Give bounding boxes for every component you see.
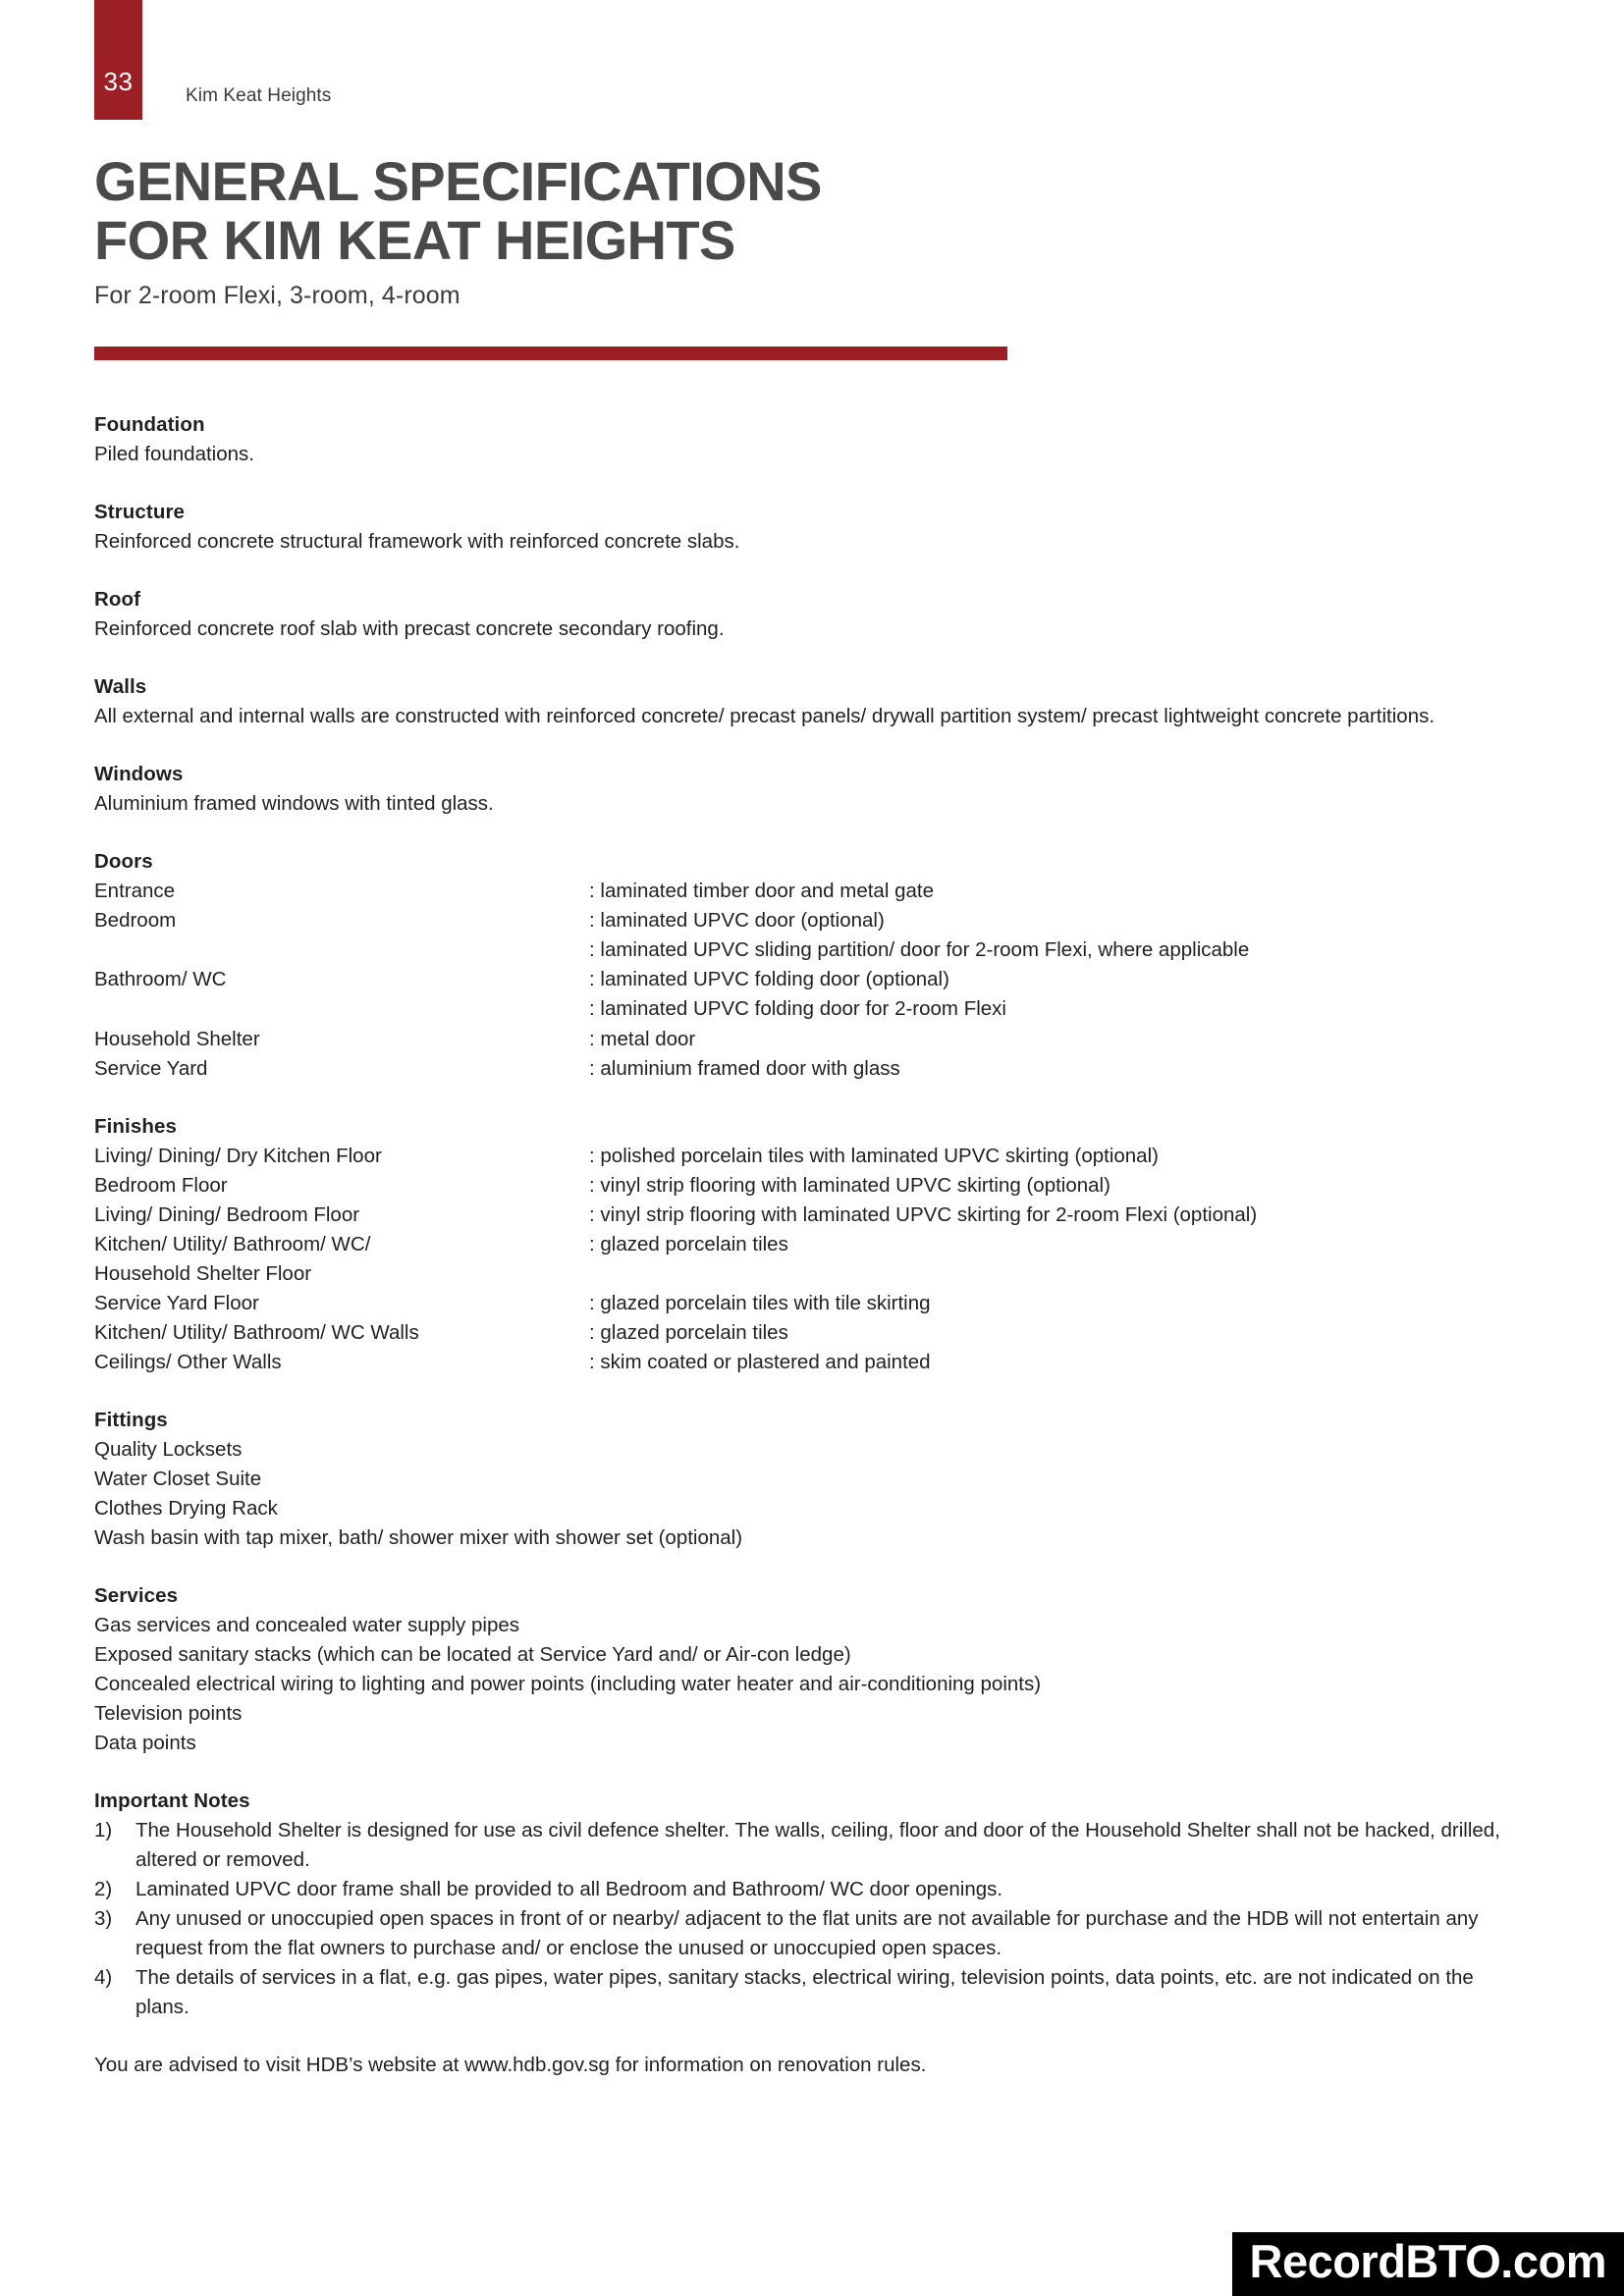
fittings-line-1: Water Closet Suite bbox=[94, 1467, 262, 1490]
accent-divider bbox=[94, 347, 1007, 360]
services-line-2: Concealed electrical wiring to lighting and power points (including water heater and air-conditioning points) bbox=[94, 1673, 1042, 1696]
section-structure bbox=[94, 498, 1528, 557]
title-block bbox=[94, 152, 1528, 360]
spec-value: : glazed porcelain tiles bbox=[589, 1320, 788, 1344]
page-title bbox=[94, 152, 1528, 270]
spec-value: : skim coated or plastered and painted bbox=[589, 1350, 931, 1373]
section-heading-finishes: Finishes bbox=[94, 1114, 177, 1138]
spec-value: : vinyl strip flooring with laminated UPVC skirting (optional) bbox=[589, 1173, 1110, 1197]
spec-row bbox=[94, 1142, 1528, 1171]
section-walls bbox=[94, 672, 1528, 731]
section-heading-roof: Roof bbox=[94, 588, 141, 612]
page-title-line1: GENERAL SPECIFICATIONS bbox=[94, 150, 822, 212]
windows-line-0: Aluminium framed windows with tinted glass. bbox=[94, 792, 494, 816]
spec-row bbox=[94, 935, 1528, 965]
spec-value: : laminated UPVC sliding partition/ door for 2-room Flexi, where applicable bbox=[589, 938, 1250, 962]
spec-row bbox=[94, 1171, 1528, 1201]
services-line-1: Exposed sanitary stacks (which can be located at Service Yard and/ or Air-con ledge) bbox=[94, 1643, 851, 1667]
note-text: The Household Shelter is designed for use as civil defence shelter. The walls, ceiling, floor and door of the Household Shelter shall not be hacked, drilled, altered or removed. bbox=[135, 1819, 1500, 1872]
note-text: Any unused or unoccupied open spaces in front of or nearby/ adjacent to the flat units are not available for purchase and the HDB will not entertain any request from the flat owners to purchase and/ or enclose the unused or unoccupied open spaces. bbox=[135, 1907, 1479, 1960]
spec-label: Living/ Dining/ Bedroom Floor bbox=[94, 1202, 360, 1226]
spec-value: : glazed porcelain tiles with tile skirting bbox=[589, 1291, 931, 1314]
note-item bbox=[94, 1904, 1528, 1963]
spec-row bbox=[94, 1259, 1528, 1289]
project-name: Kim Keat Heights bbox=[186, 85, 332, 106]
spec-row bbox=[94, 1318, 1528, 1348]
spec-value: : aluminium framed door with glass bbox=[589, 1056, 900, 1080]
section-fittings bbox=[94, 1406, 1528, 1553]
spec-row bbox=[94, 906, 1528, 935]
note-text: The details of services in a flat, e.g. gas pipes, water pipes, sanitary stacks, electrical wiring, television points, data points, etc. are not indicated on the plans. bbox=[135, 1966, 1474, 2019]
walls-line-0: All external and internal walls are constructed with reinforced concrete/ precast panels/ drywall partition system/ precast lightweight concrete partitions. bbox=[94, 705, 1435, 728]
structure-line-0: Reinforced concrete structural framework with reinforced concrete slabs. bbox=[94, 530, 740, 554]
spec-row bbox=[94, 994, 1528, 1024]
section-doors bbox=[94, 847, 1528, 1083]
section-windows bbox=[94, 760, 1528, 819]
spec-value: : metal door bbox=[589, 1027, 696, 1050]
section-heading-important-notes: Important Notes bbox=[94, 1789, 250, 1813]
spec-row bbox=[94, 965, 1528, 994]
spec-value: : glazed porcelain tiles bbox=[589, 1232, 788, 1255]
spec-label: Bedroom bbox=[94, 909, 177, 933]
spec-value: : laminated UPVC door (optional) bbox=[589, 909, 885, 933]
note-number: 4) bbox=[94, 1966, 113, 1990]
spec-label: Household Shelter bbox=[94, 1027, 260, 1050]
fittings-line-2: Clothes Drying Rack bbox=[94, 1496, 278, 1520]
watermark-badge bbox=[1232, 2232, 1624, 2296]
services-line-0: Gas services and concealed water supply pipes bbox=[94, 1614, 520, 1637]
spec-value: : laminated UPVC folding door for 2-room Flexi bbox=[589, 997, 1006, 1021]
section-services bbox=[94, 1581, 1528, 1758]
spec-label: Household Shelter Floor bbox=[94, 1261, 312, 1285]
spec-row bbox=[94, 1348, 1528, 1377]
note-text: Laminated UPVC door frame shall be provided to all Bedroom and Bathroom/ WC door openings. bbox=[135, 1878, 1003, 1901]
section-foundation bbox=[94, 410, 1528, 469]
spec-label: Ceilings/ Other Walls bbox=[94, 1350, 282, 1373]
watermark-label: RecordBTO.com bbox=[1249, 2235, 1606, 2288]
note-number: 2) bbox=[94, 1878, 113, 1901]
section-heading-structure: Structure bbox=[94, 501, 186, 524]
specifications-body bbox=[94, 410, 1528, 2080]
spec-label: Service Yard Floor bbox=[94, 1291, 259, 1314]
spec-label: Living/ Dining/ Dry Kitchen Floor bbox=[94, 1144, 382, 1167]
page-title-line2: FOR KIM KEAT HEIGHTS bbox=[94, 208, 735, 271]
note-number: 3) bbox=[94, 1907, 113, 1931]
section-roof bbox=[94, 585, 1528, 644]
foundation-line-0: Piled foundations. bbox=[94, 443, 254, 466]
note-item bbox=[94, 1963, 1528, 2022]
section-heading-foundation: Foundation bbox=[94, 413, 205, 436]
spec-row bbox=[94, 1201, 1528, 1230]
spec-label: Kitchen/ Utility/ Bathroom/ WC/ bbox=[94, 1232, 371, 1255]
spec-row bbox=[94, 1025, 1528, 1054]
page-subtitle: For 2-room Flexi, 3-room, 4-room bbox=[94, 281, 460, 309]
section-heading-services: Services bbox=[94, 1584, 179, 1607]
spec-value: : laminated UPVC folding door (optional) bbox=[589, 968, 949, 991]
section-heading-walls: Walls bbox=[94, 675, 147, 699]
page-number-badge bbox=[94, 0, 142, 120]
section-important-notes bbox=[94, 1787, 1528, 2080]
spec-label: Entrance bbox=[94, 880, 176, 903]
spec-label: Bathroom/ WC bbox=[94, 968, 227, 991]
spec-value: : vinyl strip flooring with laminated UPVC skirting for 2-room Flexi (optional) bbox=[589, 1202, 1258, 1226]
fittings-line-3: Wash basin with tap mixer, bath/ shower mixer with shower set (optional) bbox=[94, 1525, 743, 1549]
spec-row bbox=[94, 1054, 1528, 1084]
spec-label: Kitchen/ Utility/ Bathroom/ WC Walls bbox=[94, 1320, 419, 1344]
spec-row bbox=[94, 877, 1528, 906]
services-line-3: Television points bbox=[94, 1702, 243, 1726]
spec-value: : polished porcelain tiles with laminated UPVC skirting (optional) bbox=[589, 1144, 1159, 1167]
note-number: 1) bbox=[94, 1819, 113, 1842]
services-line-4: Data points bbox=[94, 1732, 196, 1755]
spec-label: Bedroom Floor bbox=[94, 1173, 228, 1197]
roof-line-0: Reinforced concrete roof slab with precast concrete secondary roofing. bbox=[94, 617, 725, 641]
section-heading-fittings: Fittings bbox=[94, 1408, 168, 1431]
page-number: 33 bbox=[103, 67, 134, 96]
page-header bbox=[94, 0, 331, 120]
section-heading-doors: Doors bbox=[94, 850, 153, 874]
note-item bbox=[94, 1875, 1528, 1904]
spec-row bbox=[94, 1230, 1528, 1259]
section-heading-windows: Windows bbox=[94, 763, 184, 786]
note-item bbox=[94, 1816, 1528, 1875]
closing-note: You are advised to visit HDB’s website at www.hdb.gov.sg for information on renovation rules. bbox=[94, 2054, 927, 2077]
fittings-line-0: Quality Locksets bbox=[94, 1437, 243, 1461]
spec-label: Service Yard bbox=[94, 1056, 208, 1080]
spec-row bbox=[94, 1289, 1528, 1318]
section-finishes bbox=[94, 1112, 1528, 1377]
spec-value: : laminated timber door and metal gate bbox=[589, 880, 934, 903]
